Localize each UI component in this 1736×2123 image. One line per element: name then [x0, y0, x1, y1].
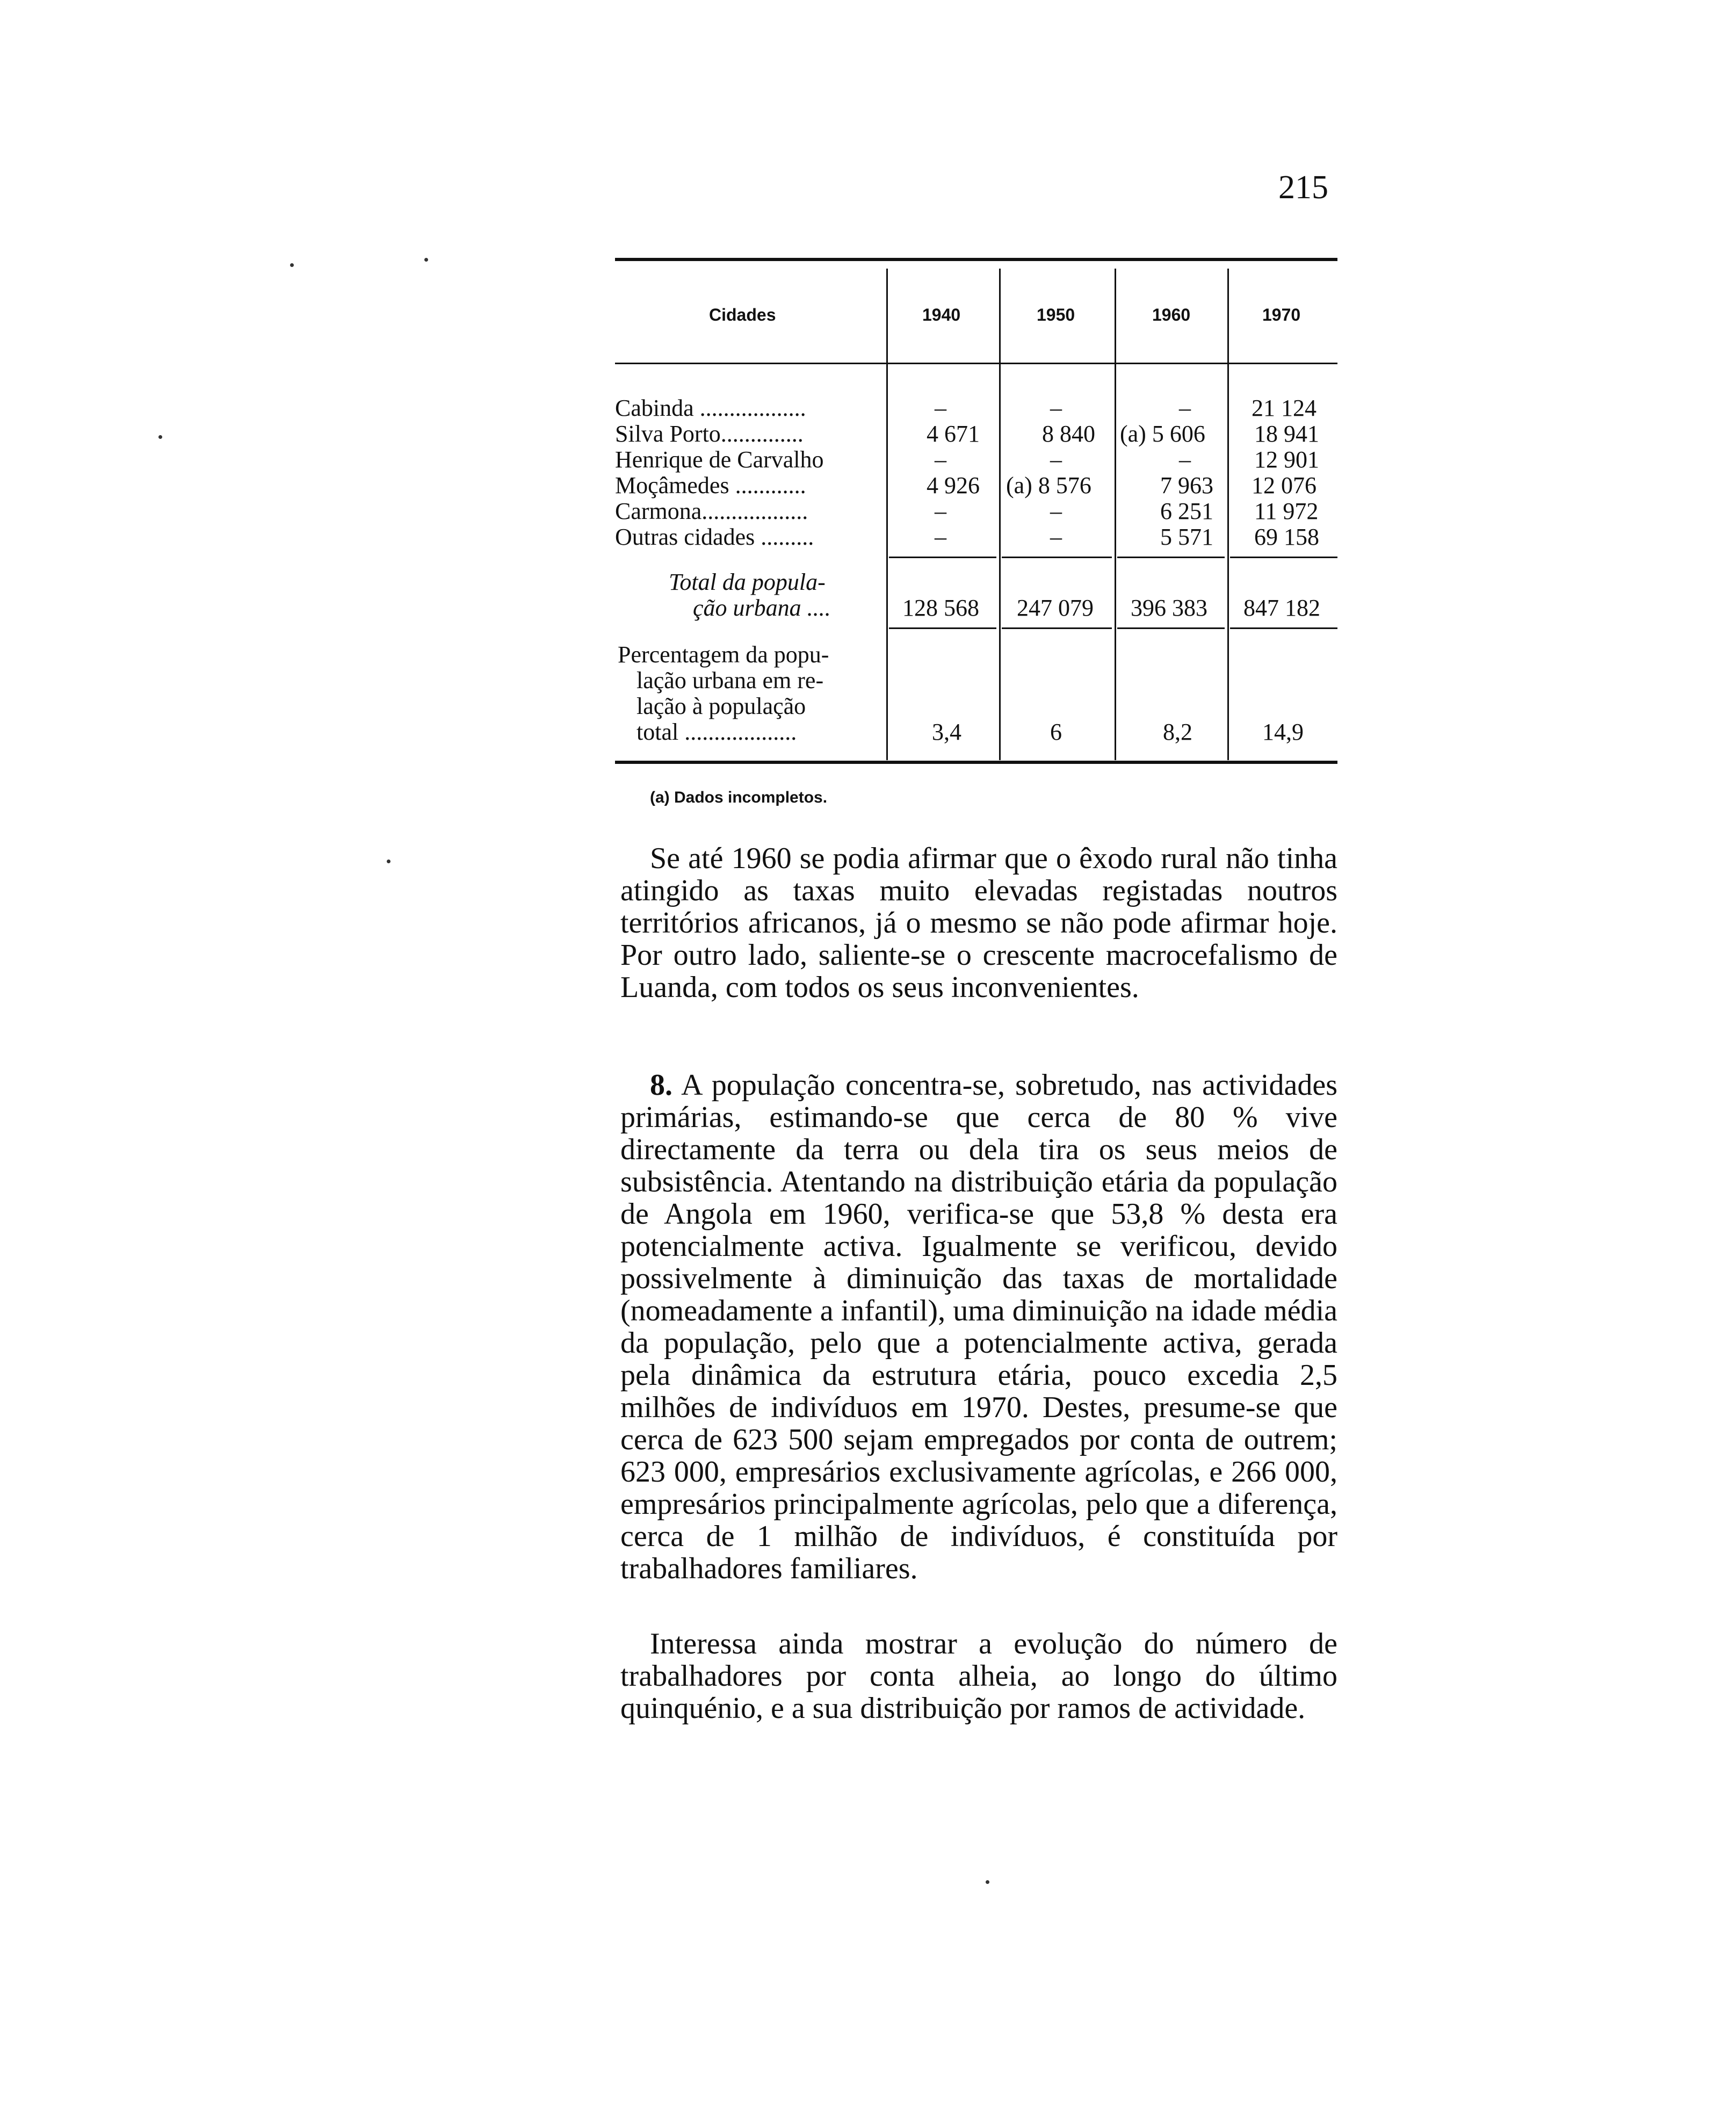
cell-1970: 18 941 — [1254, 421, 1319, 447]
scan-speck — [424, 258, 428, 262]
cell-1960: 7 963 — [1160, 472, 1213, 499]
subtotal-rule — [1230, 557, 1337, 558]
dot-leader: .................. — [701, 498, 808, 524]
percentage-label-line: lação urbana em re- — [636, 667, 824, 694]
city-label: Carmona — [615, 498, 702, 524]
cell-1960: – — [1179, 395, 1191, 421]
dot-leader: ......... — [755, 524, 814, 550]
total-label-line2: ção urbana .... — [693, 595, 831, 621]
percentage-1960: 8,2 — [1163, 719, 1192, 745]
scan-speck — [986, 1880, 989, 1884]
header-1940: 1940 — [922, 305, 961, 324]
total-label-line1: Total da popula- — [669, 569, 826, 595]
total-rule — [1002, 627, 1112, 629]
city-label: Henrique de Carvalho — [615, 446, 824, 473]
cell-1950: – — [1050, 498, 1062, 524]
cell-1940: 4 926 — [927, 472, 980, 499]
table-footnote: (a) Dados incompletos. — [650, 789, 828, 806]
cell-1950: – — [1050, 395, 1062, 421]
city-label: Silva Porto — [615, 421, 721, 447]
header-1960: 1960 — [1152, 305, 1191, 324]
city-label: Moçâmedes — [615, 472, 729, 499]
cell-1940: – — [935, 498, 946, 524]
scan-speck — [290, 263, 294, 267]
total-1950: 247 079 — [1017, 595, 1094, 621]
paragraph-section-8 — [620, 1069, 1337, 1585]
total-1960: 396 383 — [1131, 595, 1207, 621]
cell-1970: 69 158 — [1254, 524, 1319, 550]
table-bottom-rule — [615, 761, 1337, 764]
percentage-label-line: Percentagem da popu- — [618, 641, 829, 668]
cell-1950: – — [1050, 524, 1062, 550]
city-label: Cabinda — [615, 395, 694, 421]
subtotal-rule — [1117, 557, 1225, 558]
column-divider — [999, 269, 1001, 760]
section-number: 8. — [650, 1068, 672, 1102]
cell-1960: – — [1179, 446, 1191, 473]
urban-population-table — [615, 258, 1337, 768]
cell-1970: 11 972 — [1254, 498, 1319, 524]
table-top-rule — [615, 258, 1337, 261]
cell-1960: 6 251 — [1160, 498, 1213, 524]
cell-1940: – — [935, 524, 946, 550]
page-number: 215 — [1278, 169, 1328, 206]
cell-1970: 21 124 — [1252, 395, 1317, 421]
cell-1950: – — [1050, 446, 1062, 473]
percentage-1970: 14,9 — [1262, 719, 1304, 745]
city-label: Outras cidades — [615, 524, 755, 550]
dot-leader: .................. — [693, 395, 806, 421]
cell-1950: 8 840 — [1042, 421, 1095, 447]
cell-1970: 12 076 — [1252, 472, 1317, 499]
paragraph-workers: Interessa ainda mostrar a evolução do número de trabalhadores por conta alheia, ao longo do último quinquénio, e a sua distribuição por ramos de actividade. — [620, 1627, 1337, 1725]
scan-speck — [387, 860, 390, 863]
total-1940: 128 568 — [902, 595, 979, 621]
percentage-1950: 6 — [1050, 719, 1062, 745]
cell-1950: (a) 8 576 — [1006, 472, 1091, 499]
dot-leader: .............. — [720, 421, 804, 447]
column-divider — [1115, 269, 1116, 760]
paragraph-rural-exodus: Se até 1960 se podia afirmar que o êxodo rural não tinha atingido as taxas muito elevadas registadas noutros territórios africanos, já o mesmo se não pode afirmar hoje. Por outro lado, saliente-se o crescente macrocefalismo de Luanda, com todos os seus inconvenientes. — [620, 842, 1337, 1004]
header-1950: 1950 — [1037, 305, 1075, 324]
column-divider — [1227, 269, 1229, 760]
cell-1940: – — [935, 446, 946, 473]
cell-1940: 4 671 — [927, 421, 980, 447]
total-rule — [1230, 627, 1337, 629]
cell-1960: 5 571 — [1160, 524, 1213, 550]
cell-1970: 12 901 — [1254, 446, 1319, 473]
cell-1940: – — [935, 395, 946, 421]
total-rule — [1117, 627, 1225, 629]
percentage-1940: 3,4 — [932, 719, 961, 745]
scan-speck — [158, 435, 162, 439]
total-rule — [889, 627, 996, 629]
header-bottom-rule — [615, 363, 1337, 364]
dot-leader: ............ — [729, 472, 806, 499]
header-1970: 1970 — [1262, 305, 1301, 324]
percentage-label-line: total ................... — [636, 719, 797, 745]
total-1970: 847 182 — [1243, 595, 1320, 621]
header-cidades: Cidades — [709, 305, 776, 324]
percentage-label-line: lação à população — [636, 693, 806, 719]
section-8-text: A população concentra-se, sobretudo, nas actividades primárias, estimando-se que cerca de 80 % vive directamente da terra ou dela tira os seus meios de subsistência. Atentando na distribuição etária da população de Angola em 1960, verifica-se que 53,8 % desta era potencialmente activa. Igualmente se verificou, devido possivelmente à diminuição das taxas de mortalidade (nomeadamente a infantil), uma diminuição na idade média da população, pelo que a potencialmente activa, gerada pela dinâmica da estrutura etária, pouco excedia 2,5 milhões de indivíduos em 1970. Destes, presume-se que cerca de 623 500 sejam empregados por conta de outrem; 623 000, empresários exclusivamente agrícolas, e 266 000, empresários principalmente agrícolas, pelo que a diferença, cerca de 1 milhão de indivíduos, é constituída por trabalhadores familiares. — [620, 1068, 1337, 1585]
subtotal-rule — [889, 557, 996, 558]
subtotal-rule — [1002, 557, 1112, 558]
column-divider — [886, 269, 888, 760]
cell-1960: (a) 5 606 — [1120, 421, 1205, 447]
